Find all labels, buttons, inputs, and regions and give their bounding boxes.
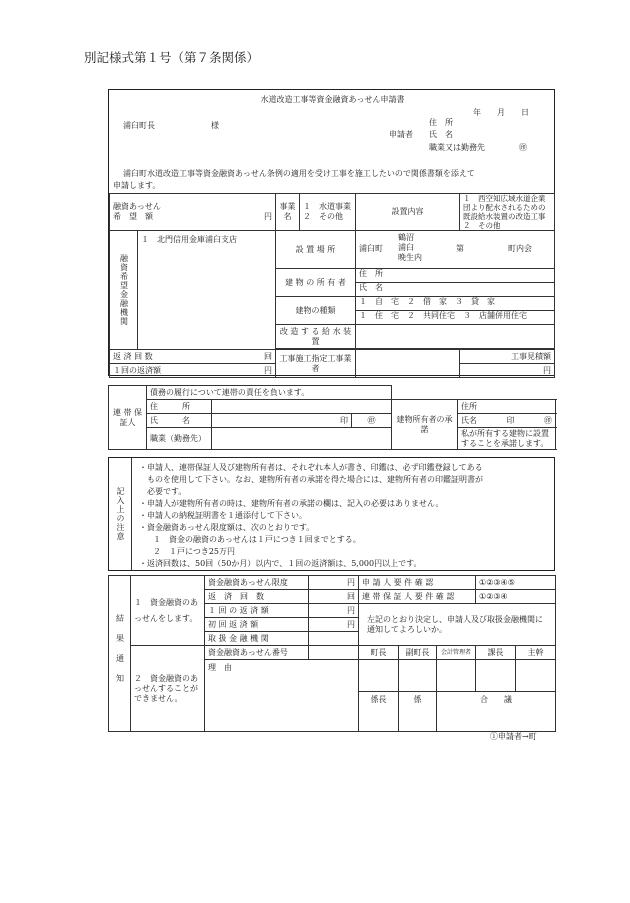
intro-text-1: 浦臼町水道改造工事等資金融資あっせん条例の適用を受け工事を施工したいので関係書類を添えて xyxy=(123,169,475,178)
applicant-occupation-label: 職業又は勤務先 xyxy=(429,143,485,152)
finance-institution-label: 融資希望金融機関 xyxy=(119,254,129,326)
intro-text-2: 申請します。 xyxy=(113,181,161,190)
guarantor-address-label: 住 所 xyxy=(147,400,212,414)
repay-count-label: 返 済 回 数 xyxy=(113,351,153,361)
guarantor-statement: 債務の履行について連帯の責任を負います。 xyxy=(147,386,392,400)
approver-chief: 主幹 xyxy=(516,646,556,660)
form-title: 水道改造工事等資金融資あっせん申請書 xyxy=(260,95,405,104)
building-type-label: 建物の種類 xyxy=(276,297,356,325)
guarantor-seal-mark: ㊞ xyxy=(352,414,392,428)
note-item: ・申請人の納税証明書を１通添付して下さい。 xyxy=(139,511,307,520)
applicant-check-value: ①②③④⑤ xyxy=(476,576,556,590)
approver-staff: 係 xyxy=(399,692,437,732)
result-row-label: 資金融資あっせん番号 xyxy=(205,646,309,660)
result-row-label: 取 扱 金 融 機 関 xyxy=(205,632,309,646)
location-dai: 第 xyxy=(456,244,464,253)
addressee: 浦臼町長 様 xyxy=(123,121,219,130)
install-option-2: ２ その他 xyxy=(463,221,501,230)
result-row-label: 返 済 回 数 xyxy=(205,590,309,604)
location-town: 浦臼町 xyxy=(359,244,383,253)
guarantor-check-label: 連 帯 保 証 人 要 件 確 認 xyxy=(359,590,476,604)
project-option-2: ２ その他 xyxy=(303,212,343,221)
project-option-1: １ 水道事業 xyxy=(303,202,351,211)
application-form xyxy=(108,89,555,376)
note-item: １ 資金の融資のあっせんは１戸につき１回までとする。 xyxy=(153,535,361,544)
note-item: ・申請人、連帯保証人及び建物所有者は、それぞれ本人が書き、印鑑は、必ず印鑑登録してある xyxy=(139,463,483,472)
note-item: ・申請人が建物所有者の時は、建物所有者の承諾の欄は、記入の必要はありません。 xyxy=(139,499,444,508)
contractor-label: 工事施工指定工事業者 xyxy=(276,350,356,378)
result-row-label: 資金融資あっせん限度 xyxy=(205,576,309,590)
owner-consent-seal: 印 xyxy=(506,415,515,425)
estimate-yen: 円 xyxy=(460,364,555,378)
approver-deputy-mayor: 副町長 xyxy=(399,646,437,660)
notes-list xyxy=(133,462,483,570)
install-label: 設置内容 xyxy=(356,194,460,231)
result-section xyxy=(108,575,555,732)
note-item: 必要です。 xyxy=(139,487,187,496)
owner-name-label: 氏 名 xyxy=(356,282,554,296)
loan-amount-label-2: 希 望 額 xyxy=(113,212,153,221)
note-item: ２ １戸につき25万円 xyxy=(153,547,236,556)
repay-amount-unit: 円 xyxy=(264,365,272,375)
result-option-2: ２ 資金融資のあっせんすることができません。 xyxy=(131,646,205,732)
guarantor-occupation-label: 職業（勤務先） xyxy=(147,428,212,450)
applicant-address-label: 住 所 xyxy=(429,118,453,127)
estimate-label: 工事見積額 xyxy=(460,350,555,364)
result-row-label: １ 回 の 返 済 額 xyxy=(205,604,309,618)
loan-amount-yen: 円 xyxy=(264,212,272,221)
loan-amount-label-1: 融資あっせん xyxy=(113,202,161,211)
footer-routing: ①申請者→町 xyxy=(490,732,537,741)
applicant-name-label: 氏 名 xyxy=(429,130,453,139)
seal-mark: ㊞ xyxy=(519,143,527,152)
repay-count-unit: 回 xyxy=(264,351,272,361)
location-area-3: 晩生内 xyxy=(398,253,422,262)
result-row-unit: 円 xyxy=(309,576,359,590)
applicant-check-label: 申 請 人 要 件 確 認 xyxy=(359,576,476,590)
result-row-unit: 回 xyxy=(309,590,359,604)
owner-label: 建 物 の 所 有 者 xyxy=(276,269,356,297)
reason-label: 理 由 xyxy=(205,660,359,732)
note-item: ・資金融資あっせん限度額は、次のとおりです。 xyxy=(139,523,315,532)
location-area-1: 鶴沼 xyxy=(398,233,414,242)
result-row-unit: 円 xyxy=(309,618,359,632)
owner-consent-seal-mark: ㊞ xyxy=(544,415,553,425)
repay-amount-label: １回の返済額 xyxy=(113,365,161,375)
location-chonai: 町内会 xyxy=(508,244,532,253)
result-option-1: １ 資金融資のあっせんをします。 xyxy=(131,576,205,646)
install-option-1: １ 西空知広域水道企業団より配水されるための既設給水装置の改造工事 xyxy=(463,194,546,221)
owner-address-label: 住 所 xyxy=(359,269,383,278)
guarantor-check-value: ①②③④ xyxy=(476,590,556,604)
date-label: 年 月 日 xyxy=(473,108,529,117)
approver-consultation: 合 議 xyxy=(437,692,556,732)
owner-consent-name: 氏名 xyxy=(461,415,478,425)
modify-device-label: 改 造 す る 給 水 装 置 xyxy=(276,325,356,349)
result-label: 結果通知 xyxy=(115,613,125,694)
main-table xyxy=(109,193,554,378)
guarantor-section xyxy=(108,385,555,450)
building-type-row-1: １ 自 宅 ２ 借 家 ３ 貸 家 xyxy=(359,297,495,306)
building-type-row-2: １ 住 宅 ２ 共同住宅 ３ 店舗併用住宅 xyxy=(356,310,554,324)
result-row-unit: 円 xyxy=(309,604,359,618)
location-area-2: 浦臼 xyxy=(398,243,414,252)
note-item: ものを使用して下さい。なお、建物所有者の承諾を得た場合には、建物所有者の印鑑証明書が xyxy=(139,475,483,484)
guarantor-seal: 印 xyxy=(212,414,352,428)
owner-consent-text: 私が所有する建物に設置することを承諾します。 xyxy=(458,428,556,450)
approver-mayor: 町長 xyxy=(359,646,399,660)
guarantor-label: 連 帯 保証人 xyxy=(109,386,147,450)
location-label: 設 置 場 所 xyxy=(276,231,356,269)
approver-subsection-chief: 係長 xyxy=(359,692,399,732)
applicant-label: 申請者 xyxy=(389,130,413,139)
result-row-label: 初 回 返 済 額 xyxy=(205,618,309,632)
finance-institution-value: １ 北門信用金庫浦臼支店 xyxy=(138,231,276,350)
decision-text: 左記のとおり決定し、申請人及び取扱金融機関に通知してよろしいか。 xyxy=(359,604,556,646)
approver-accountant: 会計管理者 xyxy=(437,646,476,660)
note-item: ・返済回数は、50回（50か月）以内で、１回の返済額は、5,000円以上です。 xyxy=(139,559,422,568)
owner-consent-address: 住所 xyxy=(458,400,556,414)
page-title: 別記様式第１号（第７条関係） xyxy=(84,50,260,65)
notes-section xyxy=(108,457,555,571)
guarantor-name-label: 氏 名 xyxy=(147,414,212,428)
approver-section-chief: 課長 xyxy=(476,646,516,660)
notes-label: 記入上の注意 xyxy=(116,487,125,541)
owner-consent-label: 建物所有者の承諾 xyxy=(392,400,458,450)
project-label: 事業名 xyxy=(276,194,300,231)
